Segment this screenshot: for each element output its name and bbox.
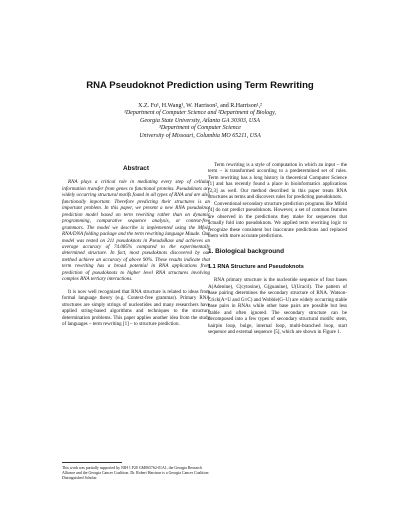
conventional-paragraph: Conventional secondary structure prediction programs like Mfold [4] do not predict pseudoknots. However, a set of common features are observed in the predictions they make for sequences that actually fold into pseudoknots. We applied term rewriting logic to recognize these consistent but inaccurate predictions and replaced them with more accurate predictions. xyxy=(208,200,347,239)
author-names: X.Z. Fu¹, H.Wang¹, W. Harrison², and R.Harrison¹,² xyxy=(138,103,262,109)
abstract-heading: Abstract xyxy=(123,165,149,172)
rna-structure-paragraph: RNA primary structure is the nucleotide sequence of four bases A(Adenine), C(cytosine), G(guanine), U(Uracil). The pattern of base pairing determines the secondary structure of RNA. Watson-Crick(A=U and G≡C) and Wobble(G–U) are widely occurring stable base pairs in RNAs while other base pairs are possible but less stable and often ignored. The secondary structure can be decomposed into a few types of secondary structural motifs: stem, hairpin loop, bulge, internal loop, multi-branched loop, start sequence and external sequence [5], which are shown in Figure 1. xyxy=(208,277,347,335)
right-column xyxy=(208,162,347,335)
intro-paragraph: It is now well recognized that RNA structure is related to ideas from formal language theory (e.g. Context-free grammar). Primary RNA structures are simply strings of nucleotides and many researchers have applied string-based algorithms and techniques to the structure determination problems. This paper applies another idea from the study of languages – term rewriting [1] – to structure prediction. xyxy=(62,288,210,327)
abstract-body xyxy=(62,179,210,282)
affiliation-line-2: Georgia State University, Atlanta GA 30303, USA xyxy=(140,117,260,124)
subsection-heading: 1.1 RNA Structure and Pseudoknots xyxy=(208,263,304,270)
footnote: This work was partially supported by NIH 1 P20 GM065762-01A1, the Georgia Research Alliance and the Georgia Cancer Coalition. Dr. Robert Harrison is a Georgia Cancer Coalition Distinguished Scholar. xyxy=(62,466,209,480)
paper-title: RNA Pseudoknot Prediction using Term Rewriting xyxy=(86,80,314,91)
affiliation-line-1: ¹Department of Computer Science and ²Department of Biology, xyxy=(124,110,276,117)
left-column xyxy=(62,166,210,327)
affiliation-line-3: ³Department of Computer Science xyxy=(159,125,241,132)
term-rewriting-paragraph: Term rewriting is a style of computation in which an input – the term – is transformed according to a predetermined set of rules. Term rewriting has a long history in theoretical Computer Science [1] and has recently found a place in bioinformatics applications [2,3] as well. Our method described in this paper treats RNA structures as terms and discovers rules for predicting pseudoknots. xyxy=(208,162,347,201)
footnote-rule xyxy=(62,462,122,463)
affiliation-line-4: University of Missouri, Columbia MO 65211, USA xyxy=(139,132,261,139)
section-heading: 1. Biological background xyxy=(208,248,284,256)
abstract-text: RNA plays a critical role in mediating every step of cellular information transfer from genes to functional proteins. Pseudoknots are widely occurring structural motifs found in all types of RNA and are also functionally important. Therefore predicting their structures is an important problem. In this paper, we present a new RNA pseudoknot prediction model based on term rewriting rather than on dynamic programming, comparative sequence analysis, or context-free grammars. The model we describe is implemented using the Mfold RNA/DNA folding package and the term rewriting language Maude. Our model was tested on 211 pseudoknots in PseudoBase and achieves an average accuracy of 74.085% compared to the experimentally determined structure. In fact, most pseudoknots discovered by our method achieve an accuracy of above 90%. These results indicate that term rewriting has a broad potential in RNA applications from prediction of pseudoknots to higher level RNA structures involving complex RNA tertiary interactions. xyxy=(62,179,210,283)
author-block xyxy=(0,103,400,140)
